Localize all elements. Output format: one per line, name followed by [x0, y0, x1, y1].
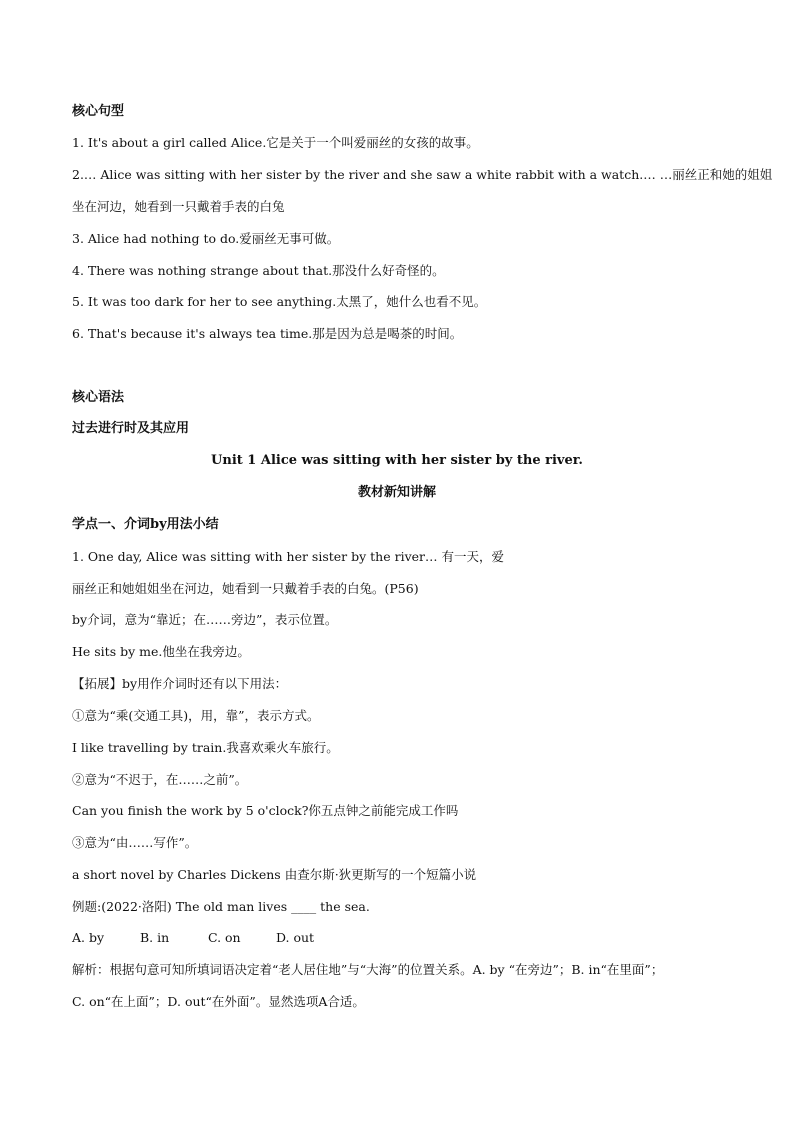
- point-line-10: ③意为“由……写作”。: [72, 835, 198, 850]
- option-d: D. out: [275, 930, 315, 945]
- example-question: 例题:(2022·洛阳) The old man lives ____ the sea.: [72, 899, 370, 914]
- sentence-2: 2.… Alice was sitting with her sister by the river and she saw a white rabbit with a watch.… …丽丝正和她的姐姐: [72, 167, 773, 182]
- section-heading-sentences: 核心句型: [72, 104, 125, 119]
- point-line-3: by介词，意为“靠近；在……旁边”，表示位置。: [72, 612, 338, 627]
- point-line-4: He sits by me.他坐在我旁边。: [72, 644, 250, 659]
- option-b: B. in: [139, 930, 170, 945]
- option-a: A. by: [72, 930, 105, 945]
- point-line-5: 【拓展】by用作介词时还有以下用法：: [72, 676, 288, 691]
- sentence-6: 6. That's because it's always tea time.那是因为总是喝茶的时间。: [72, 326, 463, 341]
- sentence-3: 3. Alice had nothing to do.爱丽丝无事可做。: [72, 231, 340, 246]
- grammar-subheading: 过去进行时及其应用: [72, 421, 190, 436]
- point-line-2: 丽丝正和她姐姐坐在河边，她看到一只戴着手表的白兔。(P56): [72, 581, 419, 596]
- point-line-7: I like travelling by train.我喜欢乘火车旅行。: [72, 740, 339, 755]
- point-line-11: a short novel by Charles Dickens 由查尔斯·狄更斯写的一个短篇小说: [72, 867, 477, 882]
- option-c: C. on: [207, 930, 241, 945]
- sentence-2-cont: 坐在河边，她看到一只戴着手表的白兔: [72, 199, 285, 214]
- analysis-line-1: 解析：根据句意可知所填词语决定着“老人居住地”与“大海”的位置关系。A. by “在旁边”；B. in“在里面”；: [72, 962, 664, 977]
- sentence-4: 4. There was nothing strange about that.那没什么好奇怪的。: [72, 263, 445, 278]
- unit-title: Unit 1 Alice was sitting with her sister by the river.: [211, 453, 583, 468]
- answer-options: [72, 929, 732, 947]
- point-line-9: Can you finish the work by 5 o'clock?你五点钟之前能完成工作吗: [72, 803, 459, 818]
- sentence-1: 1. It's about a girl called Alice.它是关于一个叫爱丽丝的女孩的故事。: [72, 135, 479, 150]
- lesson-title: 教材新知讲解: [357, 485, 436, 500]
- point-one-heading: 学点一、介词by用法小结: [72, 517, 219, 532]
- sentence-5: 5. It was too dark for her to see anything.太黑了，她什么也看不见。: [72, 294, 487, 309]
- point-line-8: ②意为“不迟于，在……之前”。: [72, 772, 248, 787]
- point-line-6: ①意为“乘(交通工具)，用，靠”，表示方式。: [72, 708, 320, 723]
- point-line-1: 1. One day, Alice was sitting with her sister by the river… 有一天，爱: [72, 549, 504, 564]
- section-heading-grammar: 核心语法: [72, 390, 125, 405]
- analysis-line-2: C. on“在上面”；D. out“在外面”。显然选项A合适。: [72, 994, 365, 1009]
